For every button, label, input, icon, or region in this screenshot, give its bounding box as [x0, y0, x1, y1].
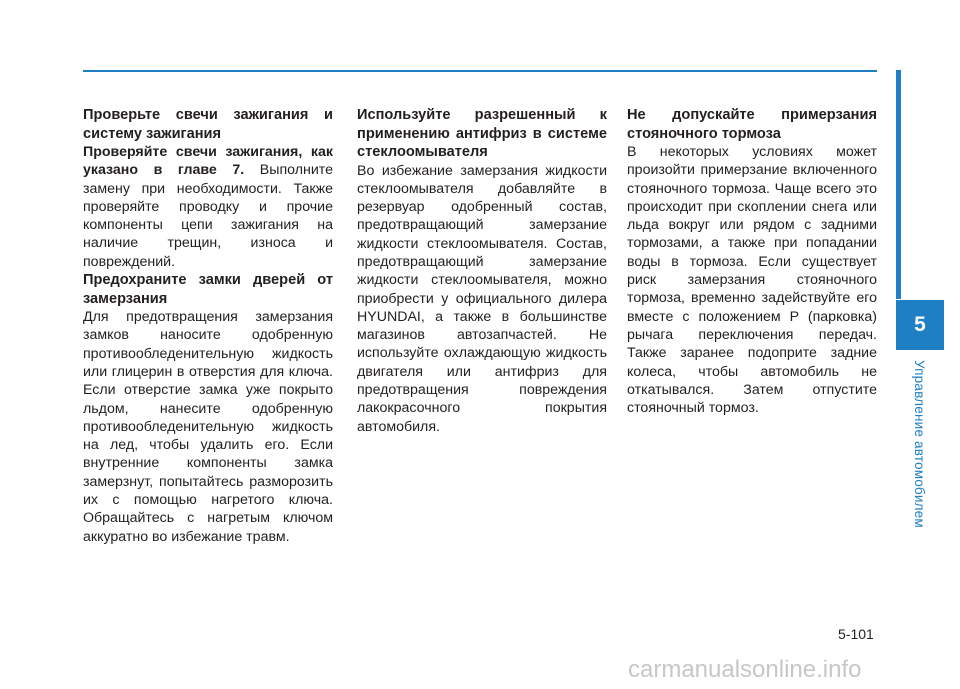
column-3: [627, 106, 877, 417]
chapter-number-badge: 5: [896, 300, 944, 350]
header-rule: [83, 70, 877, 72]
column-1: [83, 106, 333, 546]
heading-door-locks: Предохраните замки дверей от замерзания: [83, 272, 333, 307]
paragraph-lead: Проверяйте свечи зажигания, как указано в главе 7.: [83, 144, 333, 179]
paragraph-door-locks: Для предотвращения замерзания замков наносите одобренную противообледенительную жидкость или глицерин в отверстия для ключа. Если отверстие замка уже покрыто льдом, нанесите одобренную противообледенительную жидкость на лед, чтобы удалить его. Если внутренние компоненты замка замерзнут, попытайтесь разморозить их с помощью нагретого ключа. Обращайтесь с нагретым ключом аккуратно во избежание травм.: [83, 309, 333, 545]
chapter-title: Управление автомобилем: [912, 360, 927, 528]
column-2: [357, 106, 607, 436]
paragraph-body: Выполните замену при необходимости. Также проверяйте проводку и прочие компоненты цепи зажигания на наличие трещин, износа и повреждений.: [83, 162, 333, 270]
paragraph-washer-antifreeze: Во избежание замерзания жидкости стеклоомывателя добавляйте в резервуар одобренный состав, предотвращающий замерзание жидкости стеклоомывателя. Состав, предотвращающий замерзание жидкости стеклоомывателя, можно приобрести у официального дилера HYUNDAI, а также в большинстве магазинов автозапчастей. Не используйте охлаждающую жидкость двигателя или антифриз для предотвращения повреждения лакокрасочного покрытия автомобиля.: [357, 162, 607, 435]
chapter-side-bar: [896, 70, 901, 299]
paragraph-parking-brake: В некоторых условиях может произойти примерзание включенного стояночного тормоза. Чаще всего это происходит при скоплении снега или льда вокруг или рядом с задними тормозами, а также при попадании воды в тормоза. Если существует риск замерзания стояночного тормоза, временно задействуйте его вместе с положением P (парковка) рычага переключения передач. Также заранее подоприте задние колеса, чтобы автомобиль не откатывался. Затем отпустите стояночный тормоз.: [627, 144, 877, 417]
heading-parking-brake: Не допускайте примерзания стояночного тормоза: [627, 107, 877, 142]
heading-washer-antifreeze: Используйте разрешенный к применению антифриз в системе стеклоомывателя: [357, 107, 607, 160]
heading-spark-plugs: Проверьте свечи зажигания и систему зажигания: [83, 107, 333, 142]
paragraph-spark-plugs: [83, 143, 333, 271]
watermark: carmanualsonline.info: [628, 656, 862, 683]
page-number: 5-101: [838, 626, 874, 642]
